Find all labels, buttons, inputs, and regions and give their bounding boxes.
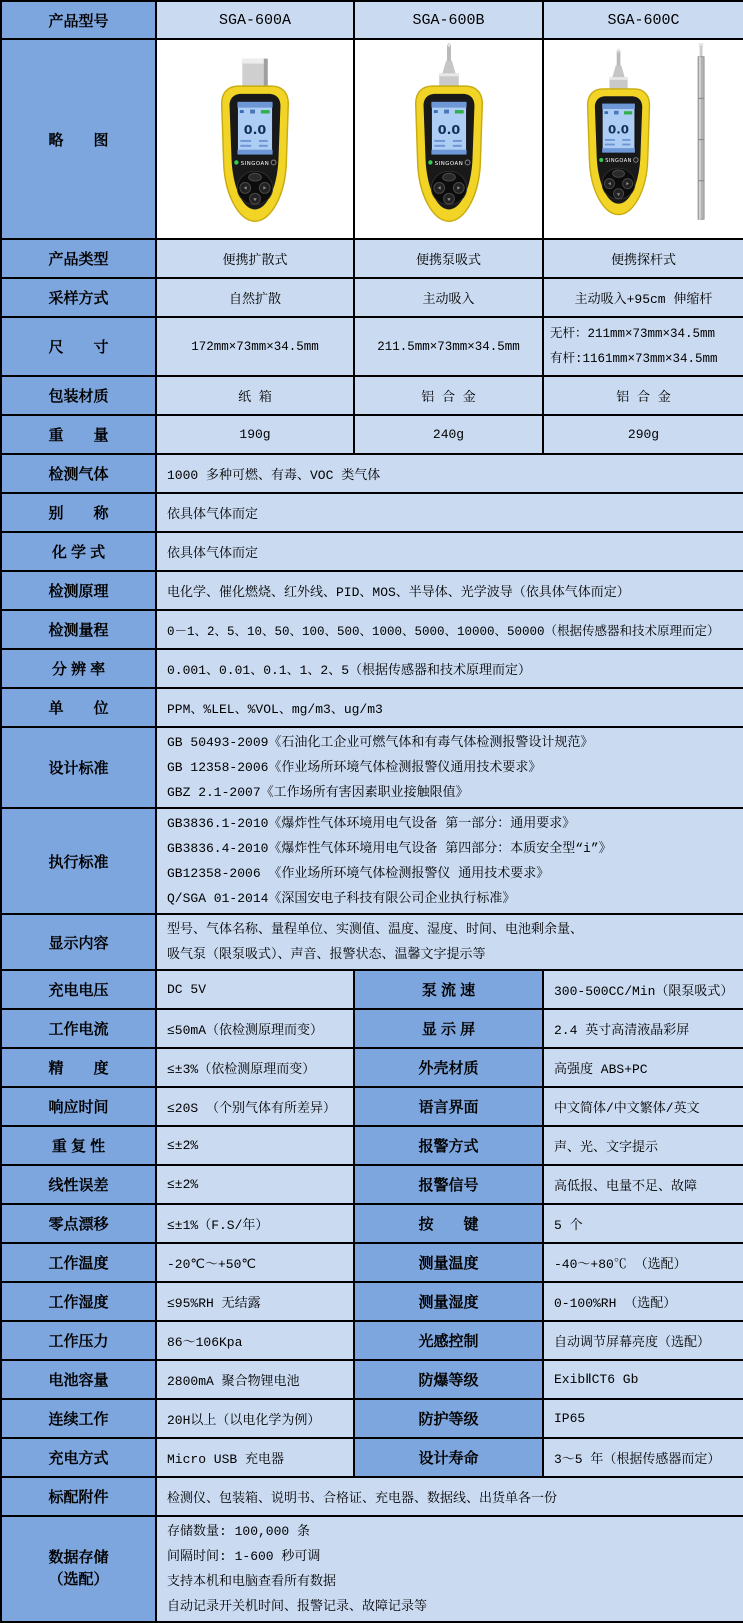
row-label-left: 充电方式 <box>1 1438 156 1477</box>
device-led <box>234 160 238 164</box>
row-value-right: 5 个 <box>543 1204 743 1243</box>
row-label-left: 线性误差 <box>1 1165 156 1204</box>
row-value: 0－1、2、5、10、50、100、500、1000、5000、10000、50000（根据传感器和技术原理而定） <box>156 610 743 649</box>
standard-line: GB 12358-2006《作业场所环境气体检测报警仪通用技术要求》 <box>167 760 542 775</box>
row-label: 重 量 <box>1 415 156 454</box>
value-c: 290g <box>543 415 743 454</box>
standard-line: GB12358-2006 《作业场所环境气体检测报警仪 通用技术要求》 <box>167 866 550 881</box>
row-label: 尺 寸 <box>1 317 156 376</box>
spec-row-resolution <box>1 649 743 688</box>
standard-line: GB3836.4-2010《爆炸性气体环境用电气设备 第四部分：本质安全型“i”》 <box>167 841 612 856</box>
spec-row-detection-range <box>1 610 743 649</box>
row-label <box>1 1516 156 1622</box>
standard-line: GB 50493-2009《石油化工企业可燃气体和有毒气体检测报警设计规范》 <box>167 735 594 750</box>
row-label-left: 工作温度 <box>1 1243 156 1282</box>
row-value-right: 中文简体/中文繁体/英文 <box>543 1087 743 1126</box>
row-label-right: 设计寿命 <box>354 1438 543 1477</box>
row-label-right: 防护等级 <box>354 1399 543 1438</box>
spec-row-accessories <box>1 1477 743 1516</box>
display-content-line: 型号、气体名称、量程单位、实测值、温度、湿度、时间、电池剩余量、 <box>167 922 584 937</box>
spec-row-product-type <box>1 239 743 278</box>
value-b: 铝 合 金 <box>354 376 543 415</box>
row-value-right: 300-500CC/Min（限泵吸式） <box>543 970 743 1009</box>
value-a: 纸 箱 <box>156 376 354 415</box>
row-value-left: DC 5V <box>156 970 354 1009</box>
spec-row-sampling-method <box>1 278 743 317</box>
row-value-right: 2.4 英寸高清液晶彩屏 <box>543 1009 743 1048</box>
storage-line: 支持本机和电脑查看所有数据 <box>167 1574 337 1589</box>
value-b: 211.5mm×73mm×34.5mm <box>354 317 543 376</box>
spec-row-linearity-alarm-signal <box>1 1165 743 1204</box>
spec-row-chemical-formula <box>1 532 743 571</box>
row-label-right: 外壳材质 <box>354 1048 543 1087</box>
sketch-label-cell: 略 图 <box>1 39 156 239</box>
row-label: 采样方式 <box>1 278 156 317</box>
row-label-right: 报警方式 <box>354 1126 543 1165</box>
row-label-left: 连续工作 <box>1 1399 156 1438</box>
row-value-right: -40～+80℃ （选配） <box>543 1243 743 1282</box>
value-c: 主动吸入+95cm 伸缩杆 <box>543 278 743 317</box>
standard-line: GB3836.1-2010《爆炸性气体环境用电气设备 第一部分：通用要求》 <box>167 816 576 831</box>
spec-row-zero-drift-buttons <box>1 1204 743 1243</box>
value-a: 172mm×73mm×34.5mm <box>156 317 354 376</box>
spec-row-charging-voltage-pump-flow <box>1 970 743 1009</box>
row-label: 检测气体 <box>1 454 156 493</box>
spec-row-repeatability-alarm-mode <box>1 1126 743 1165</box>
row-label-left: 电池容量 <box>1 1360 156 1399</box>
row-value: PPM、%LEL、%VOL、mg/m3、ug/m3 <box>156 688 743 727</box>
spec-row-response-time-language <box>1 1087 743 1126</box>
sketch-row <box>1 39 743 239</box>
row-value-left: ≤±2% <box>156 1126 354 1165</box>
row-label-right: 防爆等级 <box>354 1360 543 1399</box>
row-label-right: 测量湿度 <box>354 1282 543 1321</box>
row-value-left: ≤±2% <box>156 1165 354 1204</box>
spec-row-packaging <box>1 376 743 415</box>
row-value-left: ≤±3%（依检测原理而变） <box>156 1048 354 1087</box>
row-value-right: 3～5 年（根据传感器而定） <box>543 1438 743 1477</box>
row-value-left: Micro USB 充电器 <box>156 1438 354 1477</box>
row-label: 产品类型 <box>1 239 156 278</box>
row-label: 执行标准 <box>1 808 156 914</box>
spec-row-dimensions <box>1 317 743 376</box>
photo-cell-c <box>543 39 743 239</box>
spec-row-weight <box>1 415 743 454</box>
value-b: 便携泵吸式 <box>354 239 543 278</box>
row-value-right: 声、光、文字提示 <box>543 1126 743 1165</box>
standard-line: Q/SGA 01-2014《深国安电子科技有限公司企业执行标准》 <box>167 891 516 906</box>
value-a: 便携扩散式 <box>156 239 354 278</box>
spec-row-accuracy-housing-material <box>1 1048 743 1087</box>
device-led <box>599 157 603 161</box>
row-value <box>156 808 743 914</box>
device-brand-label: SINGOAN <box>240 160 270 167</box>
spec-row-continuous-work-protection-rating <box>1 1399 743 1438</box>
spec-row-execution-standard <box>1 808 743 914</box>
device-photo-sga-600a <box>198 43 312 231</box>
row-label-left: 响应时间 <box>1 1087 156 1126</box>
row-value-right: IP65 <box>543 1399 743 1438</box>
row-label: 别 称 <box>1 493 156 532</box>
spec-row-display-content <box>1 914 743 970</box>
spec-row-alias <box>1 493 743 532</box>
row-label: 包装材质 <box>1 376 156 415</box>
row-value-left: 86～106Kpa <box>156 1321 354 1360</box>
row-label: 设计标准 <box>1 727 156 808</box>
row-label-left: 重 复 性 <box>1 1126 156 1165</box>
row-label-right: 按 键 <box>354 1204 543 1243</box>
row-value: 电化学、催化燃烧、红外线、PID、MOS、半导体、光学波导（依具体气体而定） <box>156 571 743 610</box>
spec-row-design-standard <box>1 727 743 808</box>
row-value-left: 20H以上（以电化学为例） <box>156 1399 354 1438</box>
row-label: 标配附件 <box>1 1477 156 1516</box>
value-a: 190g <box>156 415 354 454</box>
spec-row-working-temp-measure-temp <box>1 1243 743 1282</box>
standard-line: GBZ 2.1-2007《工作场所有害因素职业接触限值》 <box>167 785 469 800</box>
spec-row-battery-explosion-rating <box>1 1360 743 1399</box>
spec-row-data-storage <box>1 1516 743 1622</box>
row-value-left: 2800mA 聚合物锂电池 <box>156 1360 354 1399</box>
dimension-with-rod: 有杆:1161mm×73mm×34.5mm <box>550 351 718 366</box>
row-value-right: 高强度 ABS+PC <box>543 1048 743 1087</box>
row-label-left: 工作湿度 <box>1 1282 156 1321</box>
header-label-cell: 产品型号 <box>1 1 156 39</box>
spec-row-working-pressure-light-control <box>1 1321 743 1360</box>
row-label-right: 显 示 屏 <box>354 1009 543 1048</box>
row-label-right: 测量温度 <box>354 1243 543 1282</box>
header-model-sga-600b: SGA-600B <box>354 1 543 39</box>
telescopic-probe-rod <box>698 43 704 219</box>
device-led <box>428 160 432 164</box>
row-label-right: 泵 流 速 <box>354 970 543 1009</box>
photo-cell-b <box>354 39 543 239</box>
spec-row-detected-gas <box>1 454 743 493</box>
row-label: 显示内容 <box>1 914 156 970</box>
spec-row-detection-principle <box>1 571 743 610</box>
spec-row-working-humidity-measure-humidity <box>1 1282 743 1321</box>
device-screen-value: 0.0 <box>437 121 460 137</box>
row-value: 0.001、0.01、0.1、1、2、5（根据传感器和技术原理而定） <box>156 649 743 688</box>
spec-row-unit <box>1 688 743 727</box>
storage-label-line2: （选配） <box>48 1571 109 1588</box>
row-value <box>156 1516 743 1622</box>
device-screen-value: 0.0 <box>243 121 267 137</box>
row-label: 分 辨 率 <box>1 649 156 688</box>
storage-line: 存储数量: 100,000 条 <box>167 1524 311 1539</box>
row-value-right: 0-100%RH （选配） <box>543 1282 743 1321</box>
device-photo-sga-600b <box>392 43 506 231</box>
row-value-left: ≤20S （个别气体有所差异） <box>156 1087 354 1126</box>
row-value: 依具体气体而定 <box>156 532 743 571</box>
row-label: 化 学 式 <box>1 532 156 571</box>
value-a: 自然扩散 <box>156 278 354 317</box>
row-label-left: 工作压力 <box>1 1321 156 1360</box>
row-label-left: 零点漂移 <box>1 1204 156 1243</box>
storage-label-line1: 数据存储 <box>48 1549 109 1566</box>
row-value-right: 高低报、电量不足、故障 <box>543 1165 743 1204</box>
row-label: 检测量程 <box>1 610 156 649</box>
row-label: 单 位 <box>1 688 156 727</box>
header-model-sga-600c: SGA-600C <box>543 1 743 39</box>
row-value: 依具体气体而定 <box>156 493 743 532</box>
header-model-sga-600a: SGA-600A <box>156 1 354 39</box>
row-value: 检测仪、包装箱、说明书、合格证、充电器、数据线、出货单各一份 <box>156 1477 743 1516</box>
value-b: 主动吸入 <box>354 278 543 317</box>
device-brand-label: SINGOAN <box>434 160 463 167</box>
row-value-left: ≤95%RH 无结露 <box>156 1282 354 1321</box>
row-value-left: -20℃～+50℃ <box>156 1243 354 1282</box>
row-label: 检测原理 <box>1 571 156 610</box>
row-label-left: 工作电流 <box>1 1009 156 1048</box>
row-value <box>156 727 743 808</box>
dimension-without-rod: 无杆：211mm×73mm×34.5mm <box>550 326 716 341</box>
spec-row-working-current-display-screen <box>1 1009 743 1048</box>
row-label-right: 光感控制 <box>354 1321 543 1360</box>
row-value-right: ExibⅡCT6 Gb <box>543 1360 743 1399</box>
value-c: 铝 合 金 <box>543 376 743 415</box>
row-value <box>156 914 743 970</box>
storage-line: 自动记录开关机时间、报警记录、故障记录等 <box>167 1599 428 1614</box>
row-value: 1000 多种可燃、有毒、VOC 类气体 <box>156 454 743 493</box>
display-content-line: 吸气泵（限泵吸式）、声音、报警状态、温馨文字提示等 <box>167 947 486 962</box>
value-c: 便携探杆式 <box>543 239 743 278</box>
storage-line: 间隔时间: 1-600 秒可调 <box>167 1549 321 1564</box>
row-label-left: 充电电压 <box>1 970 156 1009</box>
value-b: 240g <box>354 415 543 454</box>
spec-row-charging-method-design-life <box>1 1438 743 1477</box>
device-photo-sga-600c <box>569 43 719 231</box>
row-label-right: 报警信号 <box>354 1165 543 1204</box>
device-brand-label: SINGOAN <box>604 157 632 164</box>
row-label-right: 语言界面 <box>354 1087 543 1126</box>
photo-cell-a <box>156 39 354 239</box>
device-screen-value: 0.0 <box>607 122 629 137</box>
row-label-left: 精 度 <box>1 1048 156 1087</box>
row-value-left: ≤50mA（依检测原理而变） <box>156 1009 354 1048</box>
table-header-row <box>1 1 743 39</box>
value-c <box>543 317 743 376</box>
row-value-left: ≤±1%（F.S/年） <box>156 1204 354 1243</box>
row-value-right: 自动调节屏幕亮度（选配） <box>543 1321 743 1360</box>
